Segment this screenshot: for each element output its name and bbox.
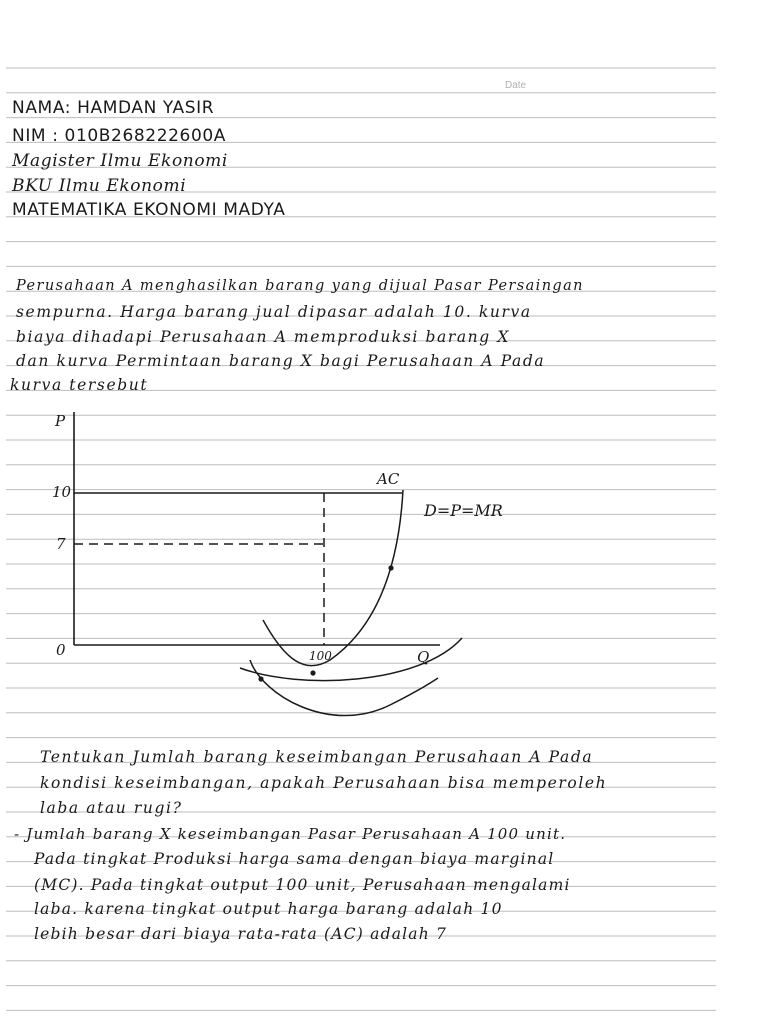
answer-line-5: lebih besar dari biaya rata-rata (AC) adalah 7: [34, 925, 448, 943]
demand-curve-label: D=P=MR: [424, 501, 503, 520]
tick-label-7: 7: [56, 535, 66, 553]
curve-intersection-point: [310, 670, 315, 675]
problem-line-5: kurva tersebut: [10, 376, 149, 394]
marginal-cost-curve: [263, 490, 403, 666]
problem-line-3: biaya dihadapi Perusahaan A memproduksi barang X: [16, 328, 510, 346]
y-axis-label: P: [55, 412, 66, 430]
curve-intersection-point: [258, 676, 263, 681]
origin-label: 0: [56, 641, 66, 659]
course-name: MATEMATIKA EKONOMI MADYA: [12, 200, 286, 220]
cost-revenue-graph: [0, 395, 768, 740]
curve-point: [388, 565, 393, 570]
ac-curve-label: AC: [377, 470, 400, 488]
student-name: NAMA: HAMDAN YASIR: [12, 98, 215, 118]
question-line-2: kondisi keseimbangan, apakah Perusahaan bisa memperoleh: [40, 774, 608, 792]
problem-line-4: dan kurva Permintaan barang X bagi Perusahaan A Pada: [16, 352, 546, 370]
problem-line-1: Perusahaan A menghasilkan barang yang dijual Pasar Persaingan: [16, 278, 584, 294]
question-line-3: laba atau rugi?: [40, 799, 183, 817]
problem-line-2: sempurna. Harga barang jual dipasar adalah 10. kurva: [16, 303, 532, 321]
tick-label-10: 10: [52, 483, 72, 501]
x-axis-label: Q: [417, 648, 430, 666]
answer-line-4: laba. karena tingkat output harga barang adalah 10: [34, 900, 503, 918]
date-label: Date: [505, 80, 527, 91]
answer-line-1: - Jumlah barang X keseimbangan Pasar Perusahaan A 100 unit.: [14, 825, 567, 843]
question-line-1: Tentukan Jumlah barang keseimbangan Perusahaan A Pada: [40, 748, 594, 766]
student-id: NIM : 010B268222600A: [12, 126, 227, 146]
program-name: Magister Ilmu Ekonomi: [12, 151, 228, 171]
tick-label-100: 100: [309, 649, 332, 663]
answer-line-2: Pada tingkat Produksi harga sama dengan biaya marginal: [34, 850, 555, 868]
concentration-name: BKU Ilmu Ekonomi: [12, 176, 187, 196]
answer-line-3: (MC). Pada tingkat output 100 unit, Perusahaan mengalami: [34, 876, 571, 894]
